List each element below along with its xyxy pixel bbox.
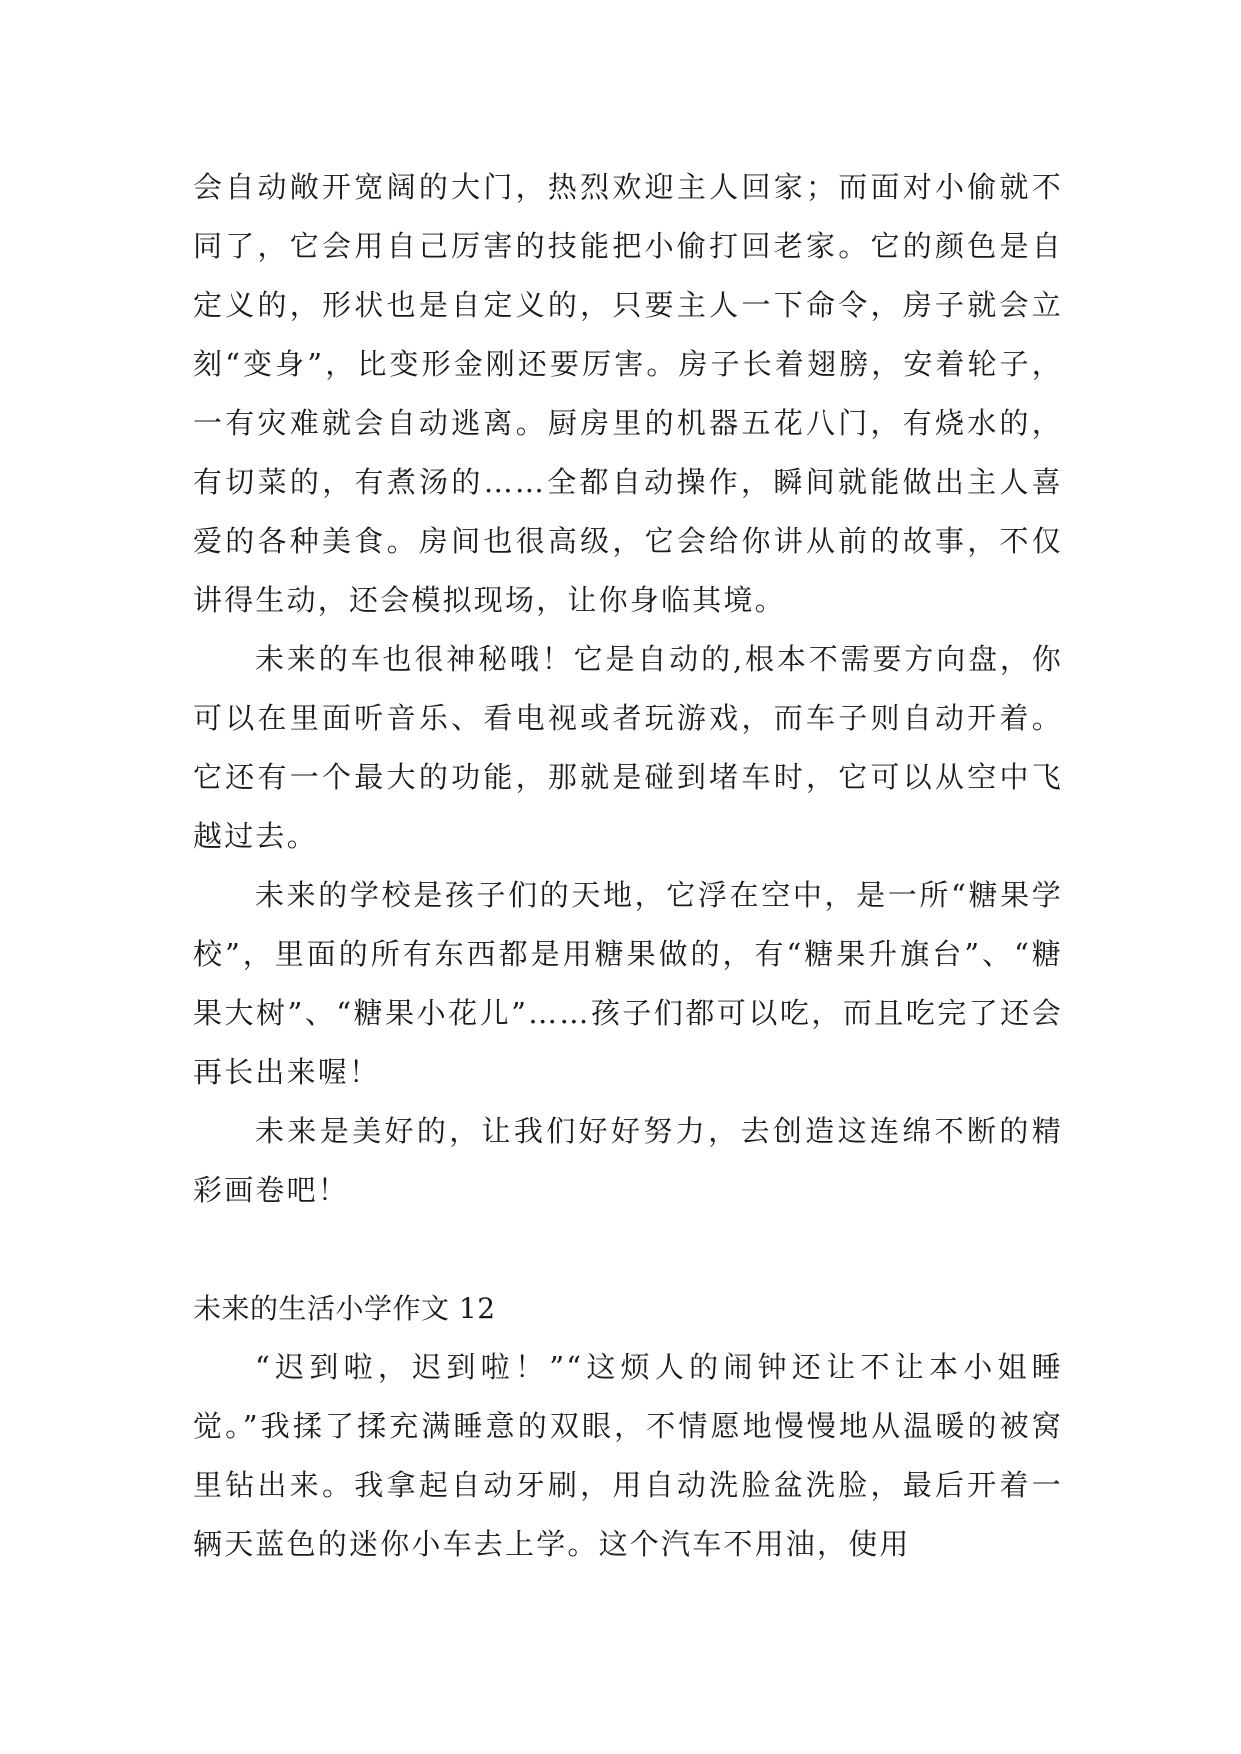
paragraph-future-car: 未来的车也很神秘哦！它是自动的,根本不需要方向盘，你可以在里面听音乐、看电视或者玩游戏，而车子则自动开着。它还有一个最大的功能，那就是碰到堵车时，它可以从空中飞越过去。 [193, 642, 1063, 853]
document-body [193, 158, 1063, 1574]
paragraph-future-school: 未来的学校是孩子们的天地，它浮在空中，是一所“糖果学校”，里面的所有东西都是用糖果做的，有“糖果升旗台”、“糖果大树”、“糖果小花儿”……孩子们都可以吃，而且吃完了还会再长出来喔！ [193, 878, 1063, 1089]
paragraph-conclusion: 未来是美好的，让我们好好努力，去创造这连绵不断的精彩画卷吧！ [193, 1114, 1063, 1207]
section-title: 未来的生活小学作文 12 [193, 1292, 496, 1325]
paragraph-alarm-morning: “迟到啦，迟到啦！”“这烦人的闹钟还让不让本小姐睡觉。”我揉了揉充满睡意的双眼，不情愿地慢慢地从温暖的被窝里钻出来。我拿起自动牙刷，用自动洗脸盆洗脸，最后开着一辆天蓝色的迷你小车去上学。这个汽车不用油，使用 [193, 1350, 1063, 1561]
paragraph-house-continued: 会自动敞开宽阔的大门，热烈欢迎主人回家；而面对小偷就不同了，它会用自己厉害的技能把小偷打回老家。它的颜色是自定义的，形状也是自定义的，只要主人一下命令，房子就会立刻“变身”，比变形金刚还要厉害。房子长着翅膀，安着轮子，一有灾难就会自动逃离。厨房里的机器五花八门，有烧水的，有切菜的，有煮汤的……全都自动操作，瞬间就能做出主人喜爱的各种美食。房间也很高级，它会给你讲从前的故事，不仅讲得生动，还会模拟现场，让你身临其境。 [193, 170, 1063, 617]
